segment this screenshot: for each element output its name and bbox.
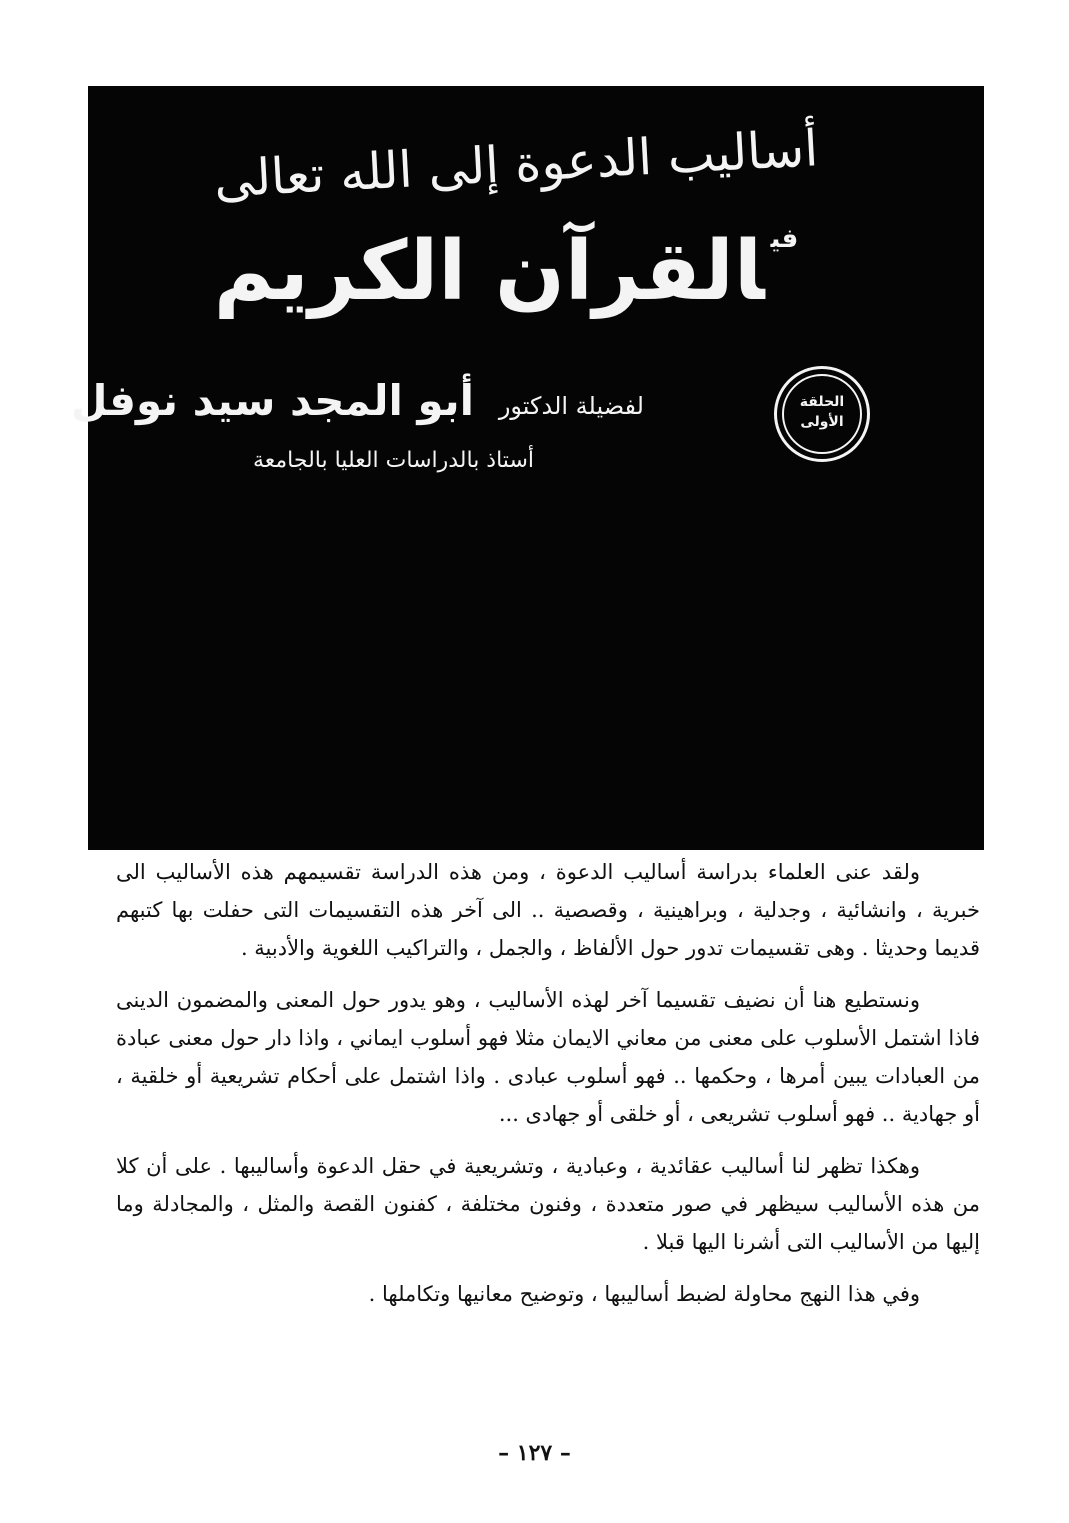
page-number: – ١٢٧ – <box>498 1440 571 1466</box>
banner-title-quran: القرآن الكريم <box>213 224 765 319</box>
banner-title-fi: في <box>770 224 799 254</box>
paragraph-3: وهكذا تظهر لنا أساليب عقائدية ، وعبادية ، وتشريعية في حقل الدعوة وأساليبها . على أن كلا من هذه الأساليب سيظهر في صور متعددة ، وفنون مختلفة ، كفنون القصة والمثل ، والمجادلة وما إليها من الأساليب التى أشرنا اليها قبلا . <box>116 1154 980 1254</box>
title-banner <box>70 86 984 850</box>
paragraph-2: ونستطيع هنا أن نضيف تقسيما آخر لهذه الأساليب ، وهو يدور حول المعنى والمضمون الدينى فاذا اشتمل الأسلوب على معنى من معاني الايمان مثلا فهو أسلوب ايماني ، واذا دار حول معنى عبادة من العبادات يبين أمرها ، وحكمها .. فهو أسلوب عبادى . واذا اشتمل على أحكام تشريعية أو خلقية ، أو جهادية .. فهو أسلوب تشريعى ، أو خلقى أو جهادى ... <box>116 988 980 1126</box>
author-prefix: لفضيلة الدكتور <box>498 392 644 420</box>
episode-badge <box>774 366 870 462</box>
paragraph-4: وفي هذا النهج محاولة لضبط أساليبها ، وتوضيح معانيها وتكاملها . <box>368 1282 920 1306</box>
banner-title-line1: أساليب الدعوة إلى الله تعالى <box>212 119 820 209</box>
badge-line1: الحلقة <box>799 394 845 410</box>
author-position: أستاذ بالدراسات العليا بالجامعة <box>252 448 534 473</box>
author-name: أبو المجد سيد نوفل <box>70 376 474 425</box>
badge-line2: الأولى <box>800 414 844 430</box>
article-body <box>116 853 980 1327</box>
episode-badge-inner <box>782 374 862 454</box>
paragraph-1: ولقد عنى العلماء بدراسة أساليب الدعوة ، ومن هذه الدراسة تقسيمهم هذه الأساليب الى خبرية ، وانشائية ، وجدلية ، وبراهينية ، وقصصية .. الى آخر هذه التقسيمات التى حفلت بها كتبهم قديما وحديثا . وهى تقسيمات تدور حول الألفاظ ، والجمل ، والتراكيب اللغوية والأدبية . <box>116 860 980 960</box>
banner-title-line2 <box>88 224 984 319</box>
